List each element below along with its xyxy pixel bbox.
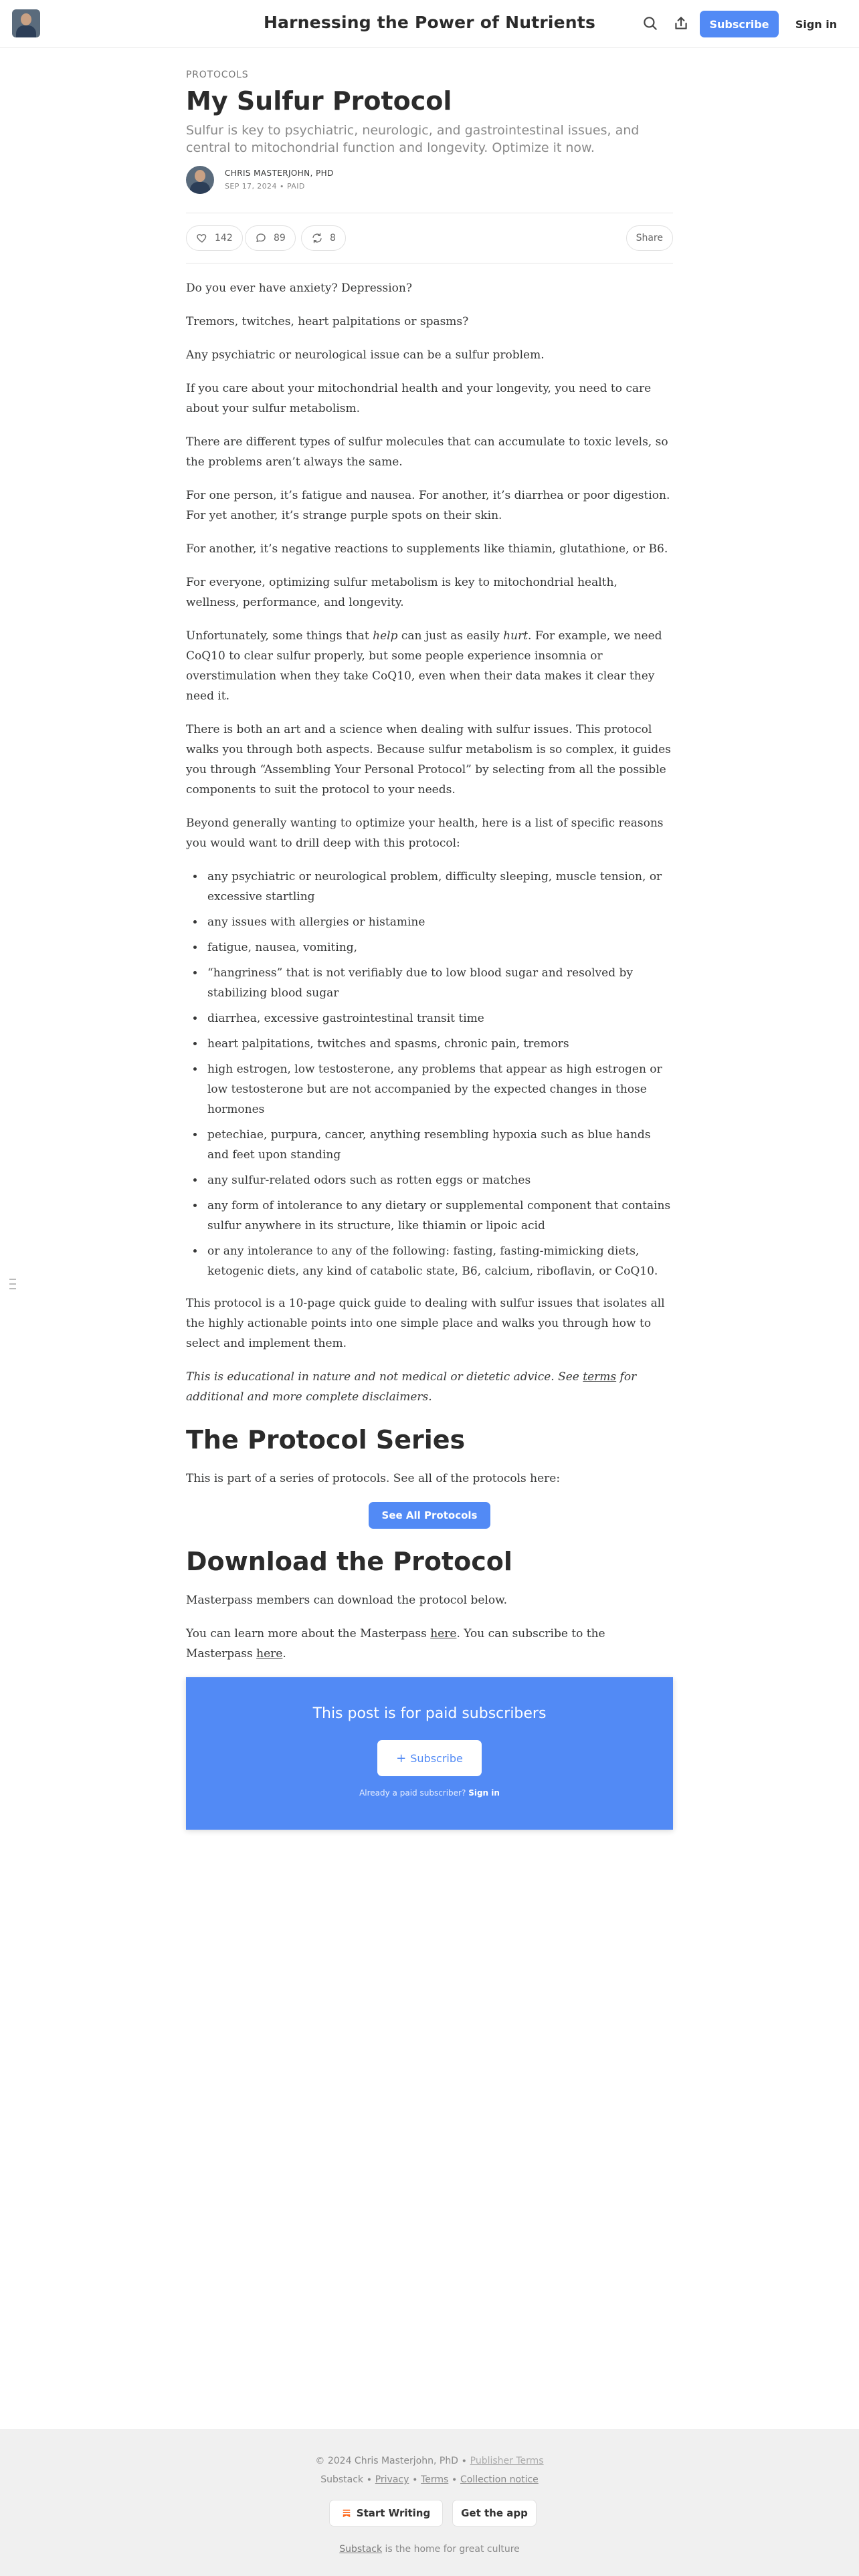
- post-subtitle: Sulfur is key to psychiatric, neurologic, and gastrointestinal issues, and central to mitochondrial function and longevity. Optimize it now.: [186, 123, 640, 155]
- post-date: [225, 182, 305, 191]
- section-tag[interactable]: PROTOCOLS: [186, 70, 249, 80]
- paragraph: For one person, it’s fatigue and nausea. For another, it’s diarrhea or poor digestion. For yet another, it’s strange purple spots on their skin.: [186, 489, 670, 522]
- list-item: • any sulfur-related odors such as rotten eggs or matches: [205, 1170, 673, 1190]
- list-item: • any form of intolerance to any dietary or supplemental component that contains sulfur anywhere in its structure, like thiamin or lipoic acid: [205, 1196, 673, 1236]
- share-upload-icon[interactable]: [672, 15, 690, 32]
- like-count: 142: [215, 233, 233, 243]
- footer-separator: ∙: [461, 2456, 470, 2466]
- paragraph: Any psychiatric or neurological issue can be a sulfur problem.: [186, 348, 545, 362]
- paragraph: For another, it’s negative reactions to supplements like thiamin, glutathione, or B6.: [186, 542, 668, 556]
- paragraph: [186, 1624, 673, 1664]
- list-item: • any issues with allergies or histamine: [205, 912, 673, 932]
- list-item: • high estrogen, low testosterone, any problems that appear as high estrogen or low testosterone but are not accompanied by the expected changes in those hormones: [205, 1059, 673, 1119]
- text-span: This is educational in nature and not medical or dietetic advice. See: [186, 1370, 583, 1384]
- header-subscribe-button[interactable]: Subscribe: [700, 11, 779, 37]
- list-item: • fatigue, nausea, vomiting,: [205, 938, 673, 958]
- get-the-app-button[interactable]: Get the app: [452, 2500, 537, 2527]
- paragraph: This is part of a series of protocols. See all of the protocols here:: [186, 1472, 561, 1485]
- reasons-list: [205, 867, 673, 1281]
- text-span: .: [282, 1647, 286, 1660]
- disclaimer: [186, 1367, 673, 1407]
- text-span: . For example, we need CoQ10 to clear sulfur properly, but some people experience insomnia or overstimulation when they take CoQ10, even when their data makes it clear they need it.: [186, 629, 662, 703]
- footer-terms-link[interactable]: Terms: [421, 2474, 449, 2485]
- share-label: Share: [636, 233, 663, 243]
- post-access: PAID: [286, 182, 305, 191]
- footer-separator: ∙: [411, 2474, 421, 2485]
- text-span: Unfortunately, some things that: [186, 629, 373, 643]
- paragraph: There are different types of sulfur molecules that can accumulate to toxic levels, so the problems aren’t always the same.: [186, 435, 668, 469]
- post-title: My Sulfur Protocol: [186, 86, 452, 116]
- comment-count: 89: [274, 233, 286, 243]
- paragraph: This protocol is a 10-page quick guide to dealing with sulfur issues that isolates all the highly actionable points into one simple place and walks you through how to select and implement them.: [186, 1297, 665, 1350]
- header-signin-button[interactable]: Sign in: [788, 11, 844, 37]
- author-name[interactable]: CHRIS MASTERJOHN, PHD: [225, 169, 334, 178]
- masterpass-learn-link[interactable]: here: [430, 1627, 457, 1640]
- like-button[interactable]: [186, 225, 243, 251]
- emphasis-help: help: [373, 629, 398, 643]
- paywall-subscribe-label: Subscribe: [410, 1751, 463, 1765]
- restack-count: 8: [330, 233, 336, 243]
- see-all-protocols-button[interactable]: See All Protocols: [369, 1502, 491, 1529]
- byline: [186, 166, 673, 198]
- top-navigation-bar: [0, 0, 859, 48]
- comment-button[interactable]: [245, 225, 296, 251]
- footer-tagline: [0, 2544, 859, 2555]
- paragraph: Tremors, twitches, heart palpitations or spasms?: [186, 315, 469, 328]
- list-item: • any psychiatric or neurological problem, difficulty sleeping, muscle tension, or excessive startling: [205, 867, 673, 907]
- start-writing-button[interactable]: [329, 2500, 443, 2527]
- share-button[interactable]: [626, 225, 673, 251]
- article: [186, 70, 673, 1830]
- paywall-box: [186, 1677, 673, 1830]
- text-span: can just as easily: [397, 629, 504, 643]
- side-dash-icon[interactable]: [9, 1279, 17, 1293]
- paragraph: Masterpass members can download the protocol below.: [186, 1594, 508, 1607]
- avatar-face: [195, 170, 205, 182]
- post-date-text: SEP 17, 2024: [225, 182, 277, 191]
- paragraph: There is both an art and a science when dealing with sulfur issues. This protocol walks you through both aspects. Because sulfur metabolism is so complex, it guides you through “Assembling Your Personal Protocol” by selecting from all the possible components to suit the protocol to your needs.: [186, 723, 671, 796]
- emphasis-hurt: hurt: [503, 629, 529, 643]
- list-item: • “hangriness” that is not verifiably due to low blood sugar and resolved by stabilizing blood sugar: [205, 963, 673, 1003]
- series-heading: The Protocol Series: [186, 1425, 466, 1455]
- terms-link[interactable]: terms: [583, 1370, 617, 1384]
- restack-button[interactable]: [301, 225, 346, 251]
- date-separator: ∙: [279, 182, 287, 191]
- paywall-signin-line: [186, 1788, 673, 1798]
- tagline-text: is the home for great culture: [382, 2544, 520, 2555]
- paywall-title: This post is for paid subscribers: [312, 1705, 547, 1722]
- search-icon[interactable]: [642, 15, 659, 32]
- footer-links-line: [0, 2474, 859, 2485]
- list-item: • diarrhea, excessive gastrointestinal transit time: [205, 1008, 673, 1029]
- paywall-subscribe-button[interactable]: [377, 1740, 482, 1776]
- comment-icon: [255, 232, 267, 244]
- footer-copyright-line: [0, 2456, 859, 2466]
- series-button-wrap: [186, 1502, 673, 1529]
- privacy-link[interactable]: Privacy: [375, 2474, 409, 2485]
- paragraph: For everyone, optimizing sulfur metabolism is key to mitochondrial health, wellness, performance, and longevity.: [186, 576, 617, 609]
- substack-text: Substack: [320, 2474, 364, 2485]
- footer: [0, 2429, 859, 2576]
- text-span: . You can subscribe to the Masterpass: [186, 1627, 605, 1660]
- publisher-terms-link[interactable]: Publisher Terms: [470, 2456, 544, 2466]
- text-span: You can learn more about the Masterpass: [186, 1627, 431, 1640]
- heart-icon: [196, 232, 208, 244]
- publication-title[interactable]: Harnessing the Power of Nutrients: [263, 13, 596, 32]
- restack-icon: [311, 232, 323, 244]
- start-writing-label: Start Writing: [356, 2507, 431, 2519]
- list-item: • heart palpitations, twitches and spasms, chronic pain, tremors: [205, 1034, 673, 1054]
- footer-separator: ∙: [451, 2474, 460, 2485]
- paragraph: If you care about your mitochondrial health and your longevity, you need to care about your sulfur metabolism.: [186, 382, 652, 415]
- text-span: for additional and more complete disclaimers.: [186, 1370, 637, 1404]
- avatar-body: [190, 182, 210, 194]
- paywall-signin-link[interactable]: Sign in: [468, 1788, 500, 1798]
- list-item: • or any intolerance to any of the following: fasting, fasting-mimicking diets, ketogenic diets, any kind of catabolic state, B6, calcium, riboflavin, or CoQ10.: [205, 1241, 673, 1281]
- paragraph: Do you ever have anxiety? Depression?: [186, 282, 412, 295]
- substack-logo-icon: [342, 2508, 351, 2518]
- footer-separator: ∙: [366, 2474, 375, 2485]
- paragraph: [186, 626, 673, 706]
- collection-notice-link[interactable]: Collection notice: [460, 2474, 539, 2485]
- list-item: • petechiae, purpura, cancer, anything resembling hypoxia such as blue hands and feet upon standing: [205, 1125, 673, 1165]
- paragraph: Beyond generally wanting to optimize your health, here is a list of specific reasons you would want to drill deep with this protocol:: [186, 817, 664, 850]
- author-avatar[interactable]: [186, 166, 214, 194]
- plus-icon: +: [396, 1751, 407, 1765]
- copyright-text: © 2024 Chris Masterjohn, PhD: [315, 2456, 458, 2466]
- already-subscriber-text: Already a paid subscriber?: [359, 1788, 466, 1798]
- masterpass-subscribe-link[interactable]: here: [256, 1647, 283, 1660]
- substack-home-link[interactable]: Substack: [339, 2544, 383, 2555]
- post-body: [186, 278, 673, 1664]
- post-actions-bar: [186, 213, 673, 263]
- download-heading: Download the Protocol: [186, 1547, 512, 1576]
